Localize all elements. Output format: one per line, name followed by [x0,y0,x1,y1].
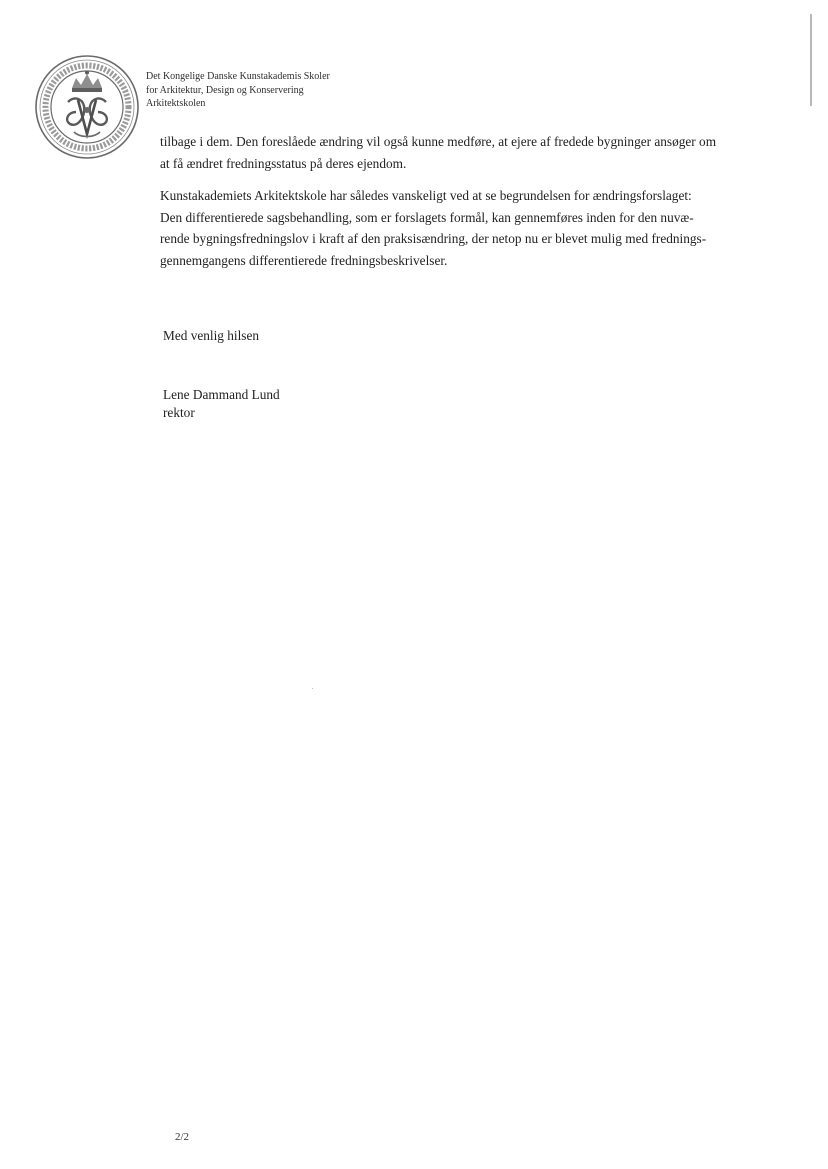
institution-line: for Arkitektur, Design og Konservering [146,84,304,96]
institution-name [146,70,330,111]
academy-seal-icon [34,54,140,160]
text-line: gennemgangens differentierede fredningsbeskrivelser. [160,252,448,268]
paragraph-1 [160,131,716,174]
institution-line: Det Kongelige Danske Kunstakademis Skoler [146,71,330,82]
text-line: Den differentierede sagsbehandling, som er forslagets formål, kan gennemføres inden for den nuvæ- [160,209,694,225]
text-line: rende bygningsfredningslov i kraft af den praksisændring, der netop nu er blevet mulig med frednings- [160,231,707,246]
text-line: tilbage i dem. Den foreslåede ændring vil også kunne medføre, at ejere af fredede bygninger ansøger om [160,134,717,149]
text-line: at få ændret fredningsstatus på deres ejendom. [160,155,407,171]
signatory-name: Lene Dammand Lund [163,387,280,402]
institution-line: Arkitektskolen [146,98,206,109]
text-line: Kunstakademiets Arkitektskole har således vanskeligt ved at se begrundelsen for ændringsforslaget: [160,188,692,203]
signature-block [163,386,280,422]
signatory-title: rektor [163,405,195,420]
closing-salutation: Med venlig hilsen [163,328,260,343]
scan-edge-mark [810,14,812,106]
page-number: 2/2 [175,1131,190,1143]
paragraph-2 [160,185,706,271]
scan-speck [312,688,313,689]
